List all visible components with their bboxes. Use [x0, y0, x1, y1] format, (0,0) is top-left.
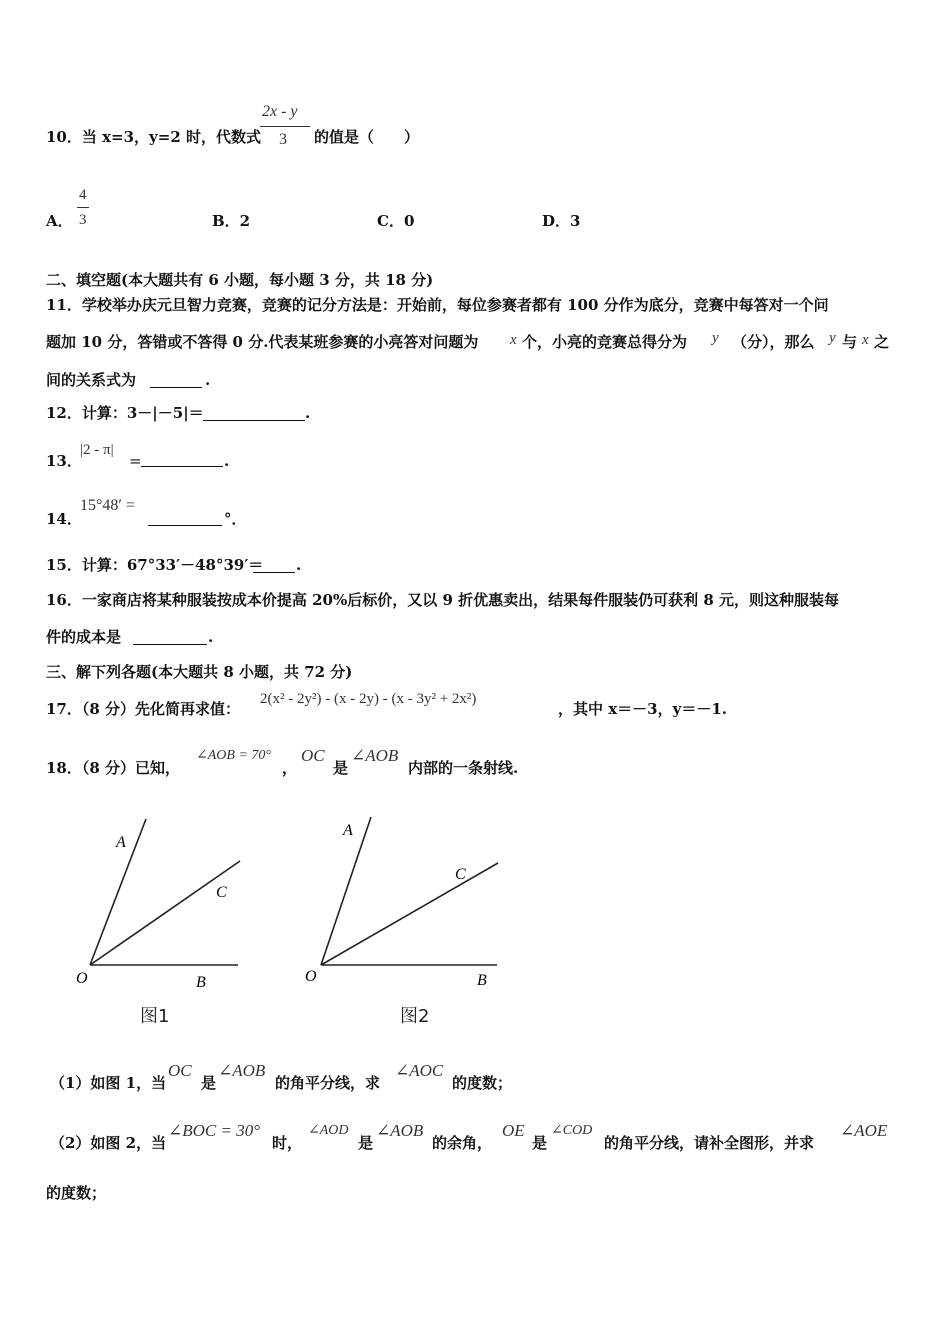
q13-expression: |2 - π|	[80, 442, 114, 458]
q11-line2b: 个，小亮的竞赛总得分为	[522, 333, 688, 351]
q11-line1: 11．学校举办庆元旦智力竞赛，竞赛的记分方法是：开始前，每位参赛者都有 100 分作为底分，竞赛中每答对一个问	[46, 296, 829, 314]
q14-expression: 15°48′ =	[80, 497, 135, 514]
q18-sub1-a: （1）如图 1，当	[50, 1074, 167, 1092]
q10-option-a-bar	[77, 207, 89, 208]
q12-text: 12．计算：3－|－5|＝	[46, 404, 204, 422]
q18-sub2-line2: 的度数；	[46, 1184, 107, 1202]
fig1-label-o: O	[76, 970, 88, 987]
q18-sub2-angle-aod: ∠AOD	[308, 1123, 349, 1138]
q14-end: °．	[224, 510, 247, 528]
q18-sub2-oe: OE	[502, 1121, 525, 1140]
q11-line2e: 之	[874, 333, 890, 351]
q11-var-x: x	[510, 332, 517, 348]
figure-1-caption: 图1	[140, 1006, 170, 1027]
q15-answer-blank	[253, 572, 295, 573]
q10-fraction-bar	[260, 126, 310, 127]
q16-answer-blank	[133, 644, 207, 645]
q18-angle-aob: ∠AOB	[351, 746, 399, 765]
q10-option-a-numerator: 4	[79, 187, 87, 203]
section3-heading: 三、解下列各题(本大题共 8 小题，共 72 分)	[46, 663, 353, 681]
q10-option-d: D．3	[542, 212, 581, 230]
q18-sub1-oc: OC	[168, 1061, 192, 1080]
q18-sub2-angle-cod: ∠COD	[551, 1123, 593, 1138]
q15-end: .	[296, 556, 302, 574]
q16-line2-end: .	[208, 628, 214, 646]
fig1-ray-oc	[90, 861, 240, 965]
q11-line2d: 与	[842, 333, 858, 351]
q10-option-a-denominator: 3	[79, 212, 87, 228]
q11-answer-blank	[150, 387, 202, 388]
fig2-ray-oa	[321, 817, 371, 965]
q18-sub1-angle-aoc: ∠AOC	[395, 1061, 444, 1080]
q18-sub2-angle-boc-30: ∠BOC = 30°	[168, 1121, 261, 1140]
q11-line2c: （分），那么	[732, 333, 815, 351]
fig2-label-o: O	[305, 968, 317, 985]
q18-sub1-c: 的角平分线，求	[275, 1074, 381, 1092]
q12-end: .	[305, 404, 311, 422]
q11-line3-end: .	[205, 371, 211, 389]
q18-sub2-f: 的角平分线，请补全图形，并求	[604, 1134, 815, 1152]
fig1-label-c: C	[216, 884, 227, 901]
q18-is: 是	[333, 759, 349, 777]
q18-sub2-d: 的余角，	[432, 1134, 493, 1152]
q13-label: 13．	[46, 452, 82, 470]
q18-sub2-c: 是	[358, 1134, 374, 1152]
q15-text: 15．计算：67°33′－48°39′＝	[46, 556, 264, 574]
q12-answer-blank	[203, 420, 305, 421]
q18-sub2-e: 是	[532, 1134, 548, 1152]
figure-1	[60, 805, 260, 995]
q10-option-a-label: A．	[46, 212, 73, 230]
q18-sub2-a: （2）如图 2，当	[50, 1134, 167, 1152]
q17-expression: 2(x² - 2y²) - (x - 2y) - (x - 3y² + 2x²)	[260, 691, 477, 707]
q11-var-x2: x	[862, 332, 869, 348]
q16-line2: 件的成本是	[46, 628, 122, 646]
fig1-label-a: A	[116, 834, 126, 851]
q18-comma: ，	[282, 759, 298, 777]
q18-sub1-angle-aob: ∠AOB	[218, 1061, 266, 1080]
q18-sub2-angle-aoe: ∠AOE	[840, 1121, 888, 1140]
q18-angle-aob-70: ∠AOB = 70°	[196, 748, 271, 763]
q13-equals: =	[129, 452, 142, 470]
q10-prefix: 10．当 x=3，y=2 时，代数式	[46, 128, 261, 146]
q18-sub1-b: 是	[201, 1074, 217, 1092]
q14-label: 14．	[46, 510, 82, 528]
section2-heading: 二、填空题(本大题共有 6 小题，每小题 3 分，共 18 分)	[46, 271, 434, 289]
fig2-ray-oc	[321, 863, 498, 965]
figure-2-caption: 图2	[400, 1006, 430, 1027]
q10-fraction-denominator: 3	[279, 131, 287, 148]
q10-option-b: B．2	[212, 212, 251, 230]
figure-2	[295, 805, 515, 995]
q13-end: .	[224, 452, 230, 470]
q11-var-y: y	[712, 330, 719, 346]
q14-answer-blank	[148, 525, 222, 526]
q10-fraction-numerator: 2x - y	[262, 103, 298, 120]
q11-line2a: 题加 10 分，答错或不答得 0 分.代表某班参赛的小亮答对问题为	[46, 333, 479, 351]
q18-prefix: 18．（8 分）已知，	[46, 759, 181, 777]
q17-prefix: 17．（8 分）先化简再求值：	[46, 700, 241, 718]
fig2-label-b: B	[477, 972, 487, 989]
q18-oc: OC	[301, 746, 325, 765]
q10-suffix: 的值是（ ）	[314, 128, 420, 146]
q13-answer-blank	[141, 466, 223, 467]
fig2-label-c: C	[455, 866, 466, 883]
q16-line1: 16．一家商店将某种服装按成本价提高 20%后标价，又以 9 折优惠卖出，结果每件服装仍可获利 8 元，则这种服装每	[46, 591, 839, 609]
q18-suffix: 内部的一条射线.	[408, 759, 519, 777]
q11-line3: 间的关系式为	[46, 371, 137, 389]
q11-var-y2: y	[829, 330, 836, 346]
fig1-label-b: B	[196, 974, 206, 991]
q10-option-c: C．0	[377, 212, 415, 230]
fig2-label-a: A	[343, 822, 353, 839]
q18-sub2-angle-aob: ∠AOB	[376, 1121, 424, 1140]
q18-sub1-d: 的度数；	[452, 1074, 513, 1092]
q17-suffix: ，其中 x＝－3，y＝－1.	[558, 700, 727, 718]
q18-sub2-b: 时，	[272, 1134, 303, 1152]
